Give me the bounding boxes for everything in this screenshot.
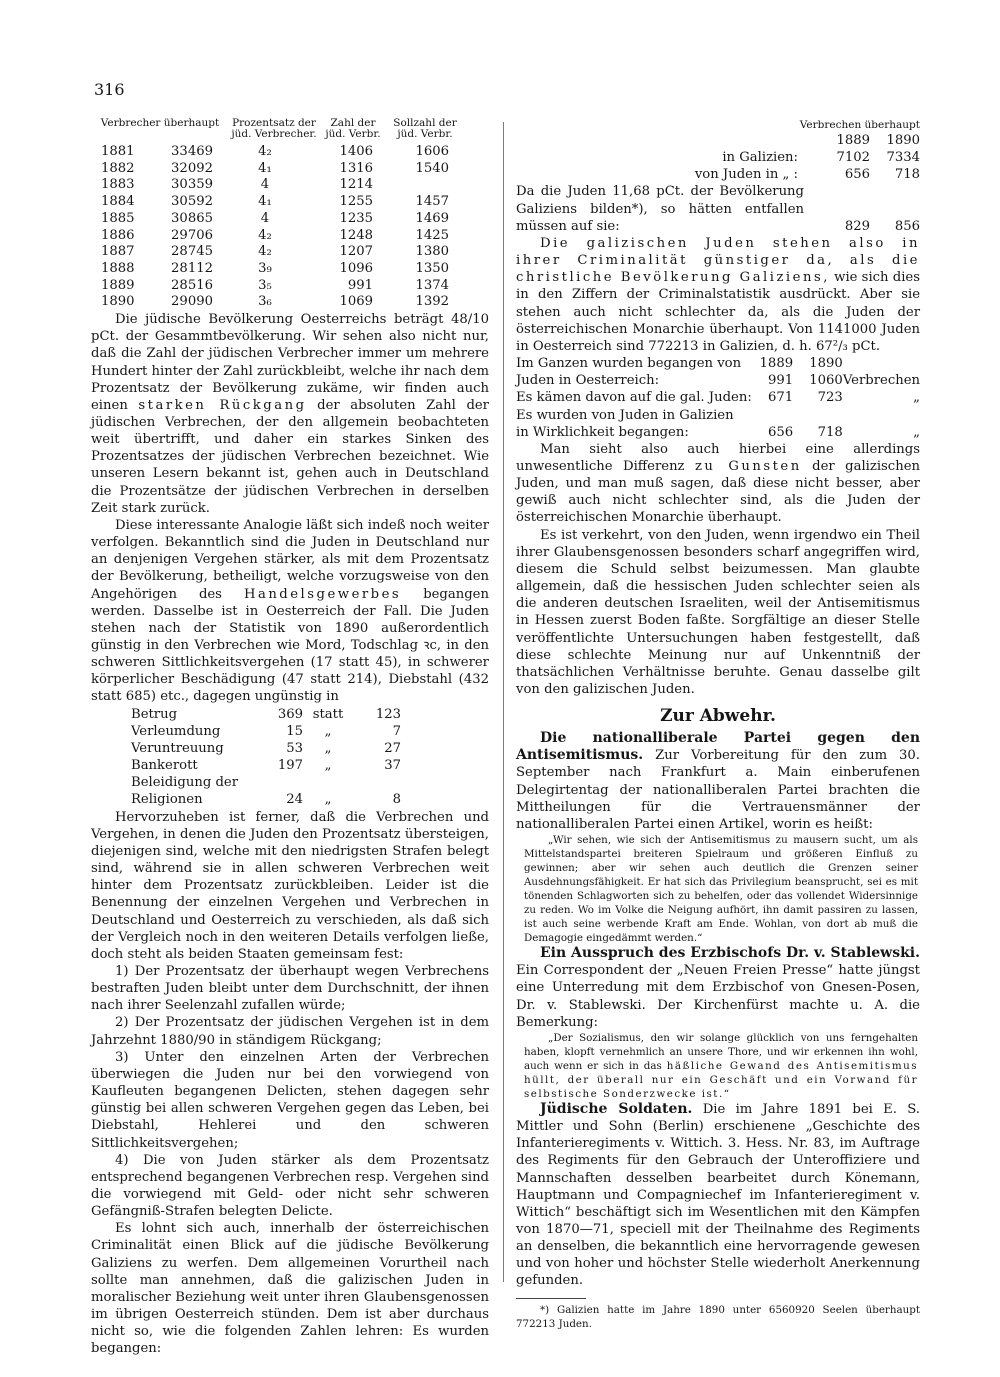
left-column <box>91 118 489 1358</box>
table-cell <box>843 355 920 372</box>
page-number: 316 <box>94 80 125 99</box>
table-cell: 1606 <box>415 144 449 159</box>
table-cell: 991 <box>767 373 794 389</box>
article: Die nationalliberale Partei gegen den Antisemitismus. Zur Vorbereitung für den zum 30. September nach Frankfurt a. Main einberufenen Delegirtentag der nationalliberalen Partei brachten die Mittheilungen für die Vertrauensmänner der nationalliberalen Partei einen Artikel, worin es heißt: <box>516 730 920 832</box>
crime-table-header <box>91 118 489 144</box>
table-cell: 29706 <box>171 227 213 243</box>
table-cell: 1540 <box>415 160 449 176</box>
column-divider <box>503 122 504 1282</box>
table-cell: 1392 <box>415 294 449 310</box>
table-cell: 1889 <box>101 277 135 293</box>
table-cell: „ <box>324 792 332 808</box>
table-cell: statt <box>312 706 344 722</box>
table-row <box>101 294 449 311</box>
table-cell: „ <box>913 424 920 440</box>
table-cell: 1248 <box>339 227 373 243</box>
article: Ein Ausspruch des Erzbischofs Dr. v. Stablewski. Ein Correspondent der „Neuen Freien Presse“ hatte jüngst eine Unterredung mit dem Erzbischof von Gnesen-Posen, Dr. v. Stablewski. Der Kirchenfürst machte u. A. die Bemerkung: <box>516 945 920 1030</box>
table-cell: 27 <box>384 740 401 756</box>
header-jewish: Zahl der jüd. Verbr. <box>325 117 381 140</box>
table-cell: 1207 <box>339 244 373 260</box>
table-cell: 24 <box>286 792 303 808</box>
table-row <box>131 723 401 740</box>
table-cell: 1406 <box>339 144 373 159</box>
table-cell: 30865 <box>171 210 213 226</box>
article: Jüdische Soldaten. Die im Jahre 1891 bei E. S. Mittler und Sohn (Berlin) erschienene „Geschichte des Infanterieregiments v. Wittich. 3. Hess. Nr. 83, im Auftrage des Regiments für den Gebrauch der Unteroffiziere und Mannschaften desselben bearbeitet durch Könemann, Hauptmann und Compagniechef im Infanterieregiment v. Wittich“ beschäftigt sich im Wesentlichen mit den Kämpfen von 1870—71, speciell mit der Theilnahme des Regiments an denselben, die bekanntlich eine hervorragende gewesen und von hoher und höchster Stelle wiederholt Anerkennung gefunden. <box>516 1100 920 1289</box>
table-cell: 1883 <box>101 177 135 193</box>
crime-statistics-table <box>101 144 449 311</box>
table-cell: 1069 <box>339 294 373 310</box>
list-item: 2) Der Prozentsatz der jüdischen Vergehen ist in dem Jahrzehnt 1880/90 in ständigem Rückgang; <box>91 1015 489 1048</box>
table-cell: 1882 <box>101 160 135 176</box>
table-cell: 7334 <box>886 150 920 166</box>
table-row <box>101 144 449 161</box>
table-cell: 1316 <box>339 160 373 176</box>
list-item: 1) Der Prozentsatz der überhaupt wegen Verbrechens bestraften Juden bleibt unter dem Durchschnitt, der ihnen nach ihrer Seelenzahl zufallen würde; <box>91 963 489 1014</box>
table-cell: Verleumdung <box>131 723 221 739</box>
table-cell: 718 <box>817 424 843 440</box>
table-row <box>101 261 449 278</box>
list-item: 4) Die von Juden stärker als dem Prozentsatz entsprechend begangenen Verbrechen resp. Vergehen sind die vorwiegend mit Geld- oder nicht sehr schweren Gefängniß-Strafen belegten Delicte. <box>91 1152 489 1220</box>
table-cell: 1235 <box>339 210 373 226</box>
table-cell: 197 <box>277 758 303 774</box>
table-cell: Es wurden von Juden in Galizien <box>516 407 734 423</box>
table-row <box>101 244 449 261</box>
table-cell: 28112 <box>171 260 213 276</box>
table-row <box>516 166 920 183</box>
table-cell: 1890 <box>809 356 843 372</box>
table-row <box>516 149 920 166</box>
table-cell <box>303 774 353 791</box>
header-target: Sollzahl der jüd. Verbr. <box>393 117 457 140</box>
table-cell: 656 <box>767 424 794 440</box>
quote: „Der Sozialismus, den wir solange glücklich von uns ferngehalten haben, klopft vernehmlich an unsere Thore, und wir erkennen ihn wohl, auch wenn er sich in das häßliche Gewand des Antisemitismus hüllt, der überall nur ein Geschäft und ein Vorwand für selbstische Sonderzwecke ist.“ <box>524 1031 919 1100</box>
table-cell: 1890 <box>886 133 920 148</box>
table-cell: 671 <box>767 390 794 406</box>
table-row <box>131 740 401 757</box>
table-cell: 829 <box>844 218 870 234</box>
table-cell: „ <box>324 740 332 756</box>
table-cell: 1425 <box>415 227 449 243</box>
table-row <box>516 183 920 234</box>
quote: „Wir sehen, wie sich der Antisemitismus zu mausern sucht, um als Mittelstandspartei breiteren Spielraum und größeren Einfluß zu gewinnen; aber wir sehen auch deutlich die Grenzen seiner Ausdehnungsfähigkeit. Er hat sich das Privilegium beansprucht, sei es mit tönenden Schlagworten sich zu behelfen, oder das vollendet Widersinnige zu reden. Wo im Volke die Neigung aufhört, ihn damit passiren zu lassen, ist auch seine werbende Kraft am Ende. Wohlan, von dort ab muß die Demagogie eingedämmt werden.“ <box>524 834 918 945</box>
table-cell: 656 <box>844 167 870 183</box>
table-cell: Veruntreuung <box>131 740 224 756</box>
paragraph: Man sieht also auch hierbei eine allerdings unwesentliche Differenz zu Gunsten der galizischen Juden, und man muß sagen, daß diese nicht besser, aber gewiß auch nicht schlechter sind, als die Juden der österreichischen Monarchie überhaupt. <box>516 441 920 526</box>
table-cell: Beleidigung der <box>131 775 239 791</box>
table-cell: 4₂ <box>258 227 272 243</box>
paragraph: Es ist verkehrt, von den Juden, wenn irgendwo ein Theil ihrer Glaubensgenossen besonders scharf angegriffen wird, diesem die Schuld selbst beizumessen. Man glaubte allgemein, daß die hessischen Juden schlechter seien als die anderen deutschen Israeliten, weil der Antisemitismus in Hessen zuerst Boden faßte. Sorgfältige an dieser Stelle veröffentlichte Untersuchungen haben festgestellt, daß diese schlechte Meinung nur auf Unkenntniß der thatsächlichen Verhältnisse beruhte. Genau dasselbe gilt von den galizischen Juden. <box>516 527 920 697</box>
table-row <box>131 774 401 791</box>
table-cell: Es kämen davon auf die gal. Juden: <box>516 390 752 406</box>
table-cell: 1255 <box>339 194 373 210</box>
table-cell: 28745 <box>171 244 213 260</box>
table-cell <box>373 177 449 194</box>
table-cell: 1889 <box>759 356 794 372</box>
table-cell: 856 <box>894 218 920 234</box>
table-row <box>516 355 920 372</box>
table-cell: 1350 <box>415 260 449 276</box>
table-cell: 32092 <box>171 160 213 176</box>
table-cell <box>353 774 401 791</box>
table-cell: 7 <box>392 723 401 739</box>
table-row <box>131 791 401 808</box>
table-cell: 1374 <box>415 277 449 293</box>
table-cell: Bankerott <box>131 758 198 774</box>
paragraph: Es lohnt sich auch, innerhalb der österreichischen Criminalität einen Blick auf die jüdische Bevölkerung Galiziens zu werfen. Dem allgemeinen Vorurtheil nach sollte man annehmen, daß die galizischen Juden in moralischer Beziehung weit unter ihren Glaubensgenossen im übrigen Oesterreich stünden. Dem ist aber durchaus nicht so, wie die folgenden Zahlen lehren: Es wurden begangen: <box>91 1221 489 1357</box>
table-cell: „ <box>913 390 920 406</box>
table-cell: 3₉ <box>258 260 272 276</box>
table-cell <box>843 407 920 424</box>
footnote: *) Galizien hatte im Jahre 1890 unter 6560920 Seelen überhaupt 772213 Juden. <box>516 1303 920 1330</box>
table-cell: Religionen <box>131 792 203 808</box>
table-row <box>131 706 401 723</box>
table-cell: 1457 <box>415 194 449 210</box>
table-cell: 1886 <box>101 227 135 243</box>
table-cell: 1469 <box>415 210 449 226</box>
table-cell: 28516 <box>171 277 213 293</box>
table-row <box>516 407 920 424</box>
table-cell <box>753 407 793 424</box>
table-cell: 3₅ <box>258 277 272 293</box>
table-cell <box>251 774 303 791</box>
table-cell: 1890 <box>101 294 135 310</box>
table-cell: „ <box>324 758 332 774</box>
table-cell <box>793 407 843 424</box>
footnote-rule <box>516 1298 586 1299</box>
table-cell: 7102 <box>836 150 870 166</box>
table-cell: 33469 <box>171 144 213 159</box>
table-row <box>101 177 449 194</box>
table-row <box>101 228 449 245</box>
table-cell: in Wirklichkeit begangen: <box>516 424 689 440</box>
table-cell: 1889 <box>836 133 870 148</box>
table-cell: 1060 <box>809 373 843 389</box>
table-cell: 3₆ <box>258 294 272 310</box>
table-cell: 1884 <box>101 194 135 210</box>
table-cell: 369 <box>277 706 303 722</box>
offence-table <box>131 706 401 809</box>
right-column <box>516 118 920 1331</box>
table-cell: 30592 <box>171 194 213 210</box>
table-cell: Betrug <box>131 706 178 722</box>
table-cell: 1887 <box>101 244 135 260</box>
table-cell: 723 <box>817 390 843 406</box>
table-cell: in Galizien: <box>722 150 798 166</box>
article-title: Ein Ausspruch des Erzbischofs Dr. v. Stablewski. <box>540 945 920 962</box>
table-cell: „ <box>324 723 332 739</box>
table-row <box>516 132 920 149</box>
table-cell: 1380 <box>415 244 449 260</box>
table-cell: 8 <box>392 792 401 808</box>
table-cell: 4₁ <box>258 160 272 176</box>
austria-table <box>516 355 920 441</box>
table-cell: 1214 <box>339 177 373 193</box>
galicia-table-header: Verbrechen überhaupt <box>799 119 920 131</box>
galicia-table <box>516 132 920 235</box>
table-cell: Juden in Oesterreich: <box>516 373 660 389</box>
table-cell: 1888 <box>101 260 135 276</box>
table-cell: 1096 <box>339 260 373 276</box>
section-heading: Zur Abwehr. <box>660 706 776 727</box>
table-row <box>131 757 401 774</box>
table-row <box>516 424 920 441</box>
table-row <box>101 211 449 228</box>
table-cell: 718 <box>894 167 920 183</box>
table-cell: 991 <box>347 277 373 293</box>
paragraph: Diese interessante Analogie läßt sich indeß noch weiter verfolgen. Bekanntlich sind die Juden in Deutschland nur an denjenigen Vergehen stärker, als mit dem Prozentsatz der Bevölkerung, betheiligt, welche vorzugsweise von den Angehörigen des Handelsgewerbes begangen werden. Dasselbe ist in Oesterreich der Fall. Die Juden stehen nach der Statistik von 1890 außerordentlich günstig in den Verbrechen wie Mord, Todschlag ꝛc, in den schweren Sittlichkeitsvergehen (17 statt 45), in schwerer körperlicher Beschädigung (47 statt 214), Diebstahl (432 statt 685) etc., dagegen ungünstig in <box>91 517 489 705</box>
table-cell: 37 <box>384 758 401 774</box>
paragraph: Die galizischen Juden stehen also in ihrer Criminalität günstiger da, als die christliche Bevölkerung Galiziens, wie sich dies in den Ziffern der Criminalstatistik ausdrückt. Aber sie stehen auch nicht schlechter da, als die Juden der österreichischen Monarchie überhaupt. Von 1141000 Juden in Oesterreich sind 772213 in Galizien, d. h. 67²/₃ pCt. <box>516 235 921 354</box>
table-row <box>101 194 449 211</box>
table-row <box>101 161 449 178</box>
table-cell: 29090 <box>171 294 213 310</box>
table-cell: 4₁ <box>258 194 272 210</box>
table-cell: 1885 <box>101 210 135 226</box>
paragraph: Die jüdische Bevölkerung Oesterreichs beträgt 48/10 pCt. der Gesammtbevölkerung. Wir sehen also nicht nur, daß die Zahl der jüdischen Verbrecher immer um mehrere Hundert hinter der Zahl zurückbleibt, welche ihr nach dem Prozentsatz der Bevölkerung zukäme, wir finden auch einen starken Rückgang der absoluten Zahl der jüdischen Verbrechen, der den allgemein beobachteten weit übertrifft, und daher ein starkes Sinken des Prozentsatzes der jüdischen Verbrechen bezeichnet. Wie unseren Lesern bekannt ist, gehen auch in Deutschland die Prozentsätze der jüdischen Verbrechen in derselben Zeit stark zurück. <box>91 312 489 516</box>
article-title: Die nationalliberale Partei gegen den Antisemitismus. <box>516 730 920 764</box>
table-cell: Da die Juden 11,68 pCt. der Bevölkerung Galiziens bilden*), so hätten entfallen müssen auf sie: <box>516 184 804 234</box>
table-cell: 4₂ <box>258 244 272 260</box>
table-cell: 1881 <box>101 144 135 159</box>
list-item: 3) Unter den einzelnen Arten der Verbrechen überwiegen die Juden nur bei den vorwiegend von Kaufleuten begangenen Delicten, stehen dagegen sehr günstig bei allen schweren Vergehen gegen das Leben, bei Diebstahl, Hehlerei und den schweren Sittlichkeitsvergehen; <box>91 1049 489 1151</box>
header-percent: Prozentsatz der jüd. Verbrecher. <box>231 117 317 140</box>
table-cell: Verbrechen <box>842 373 920 389</box>
table-cell: 4₂ <box>258 144 272 159</box>
table-row <box>101 278 449 295</box>
table-row <box>516 389 920 406</box>
table-cell: 4 <box>260 177 270 193</box>
table-cell: 53 <box>286 740 303 756</box>
table-cell: Im Ganzen wurden begangen von <box>516 356 742 372</box>
table-cell: von Juden in „ : <box>694 167 798 183</box>
article-title: Jüdische Soldaten. <box>540 1100 693 1117</box>
paragraph: Hervorzuheben ist ferner, daß die Verbrechen und Vergehen, in denen die Juden den Prozentsatz übersteigen, diejenigen sind, welche mit den niedrigsten Strafen belegt sind, während sie in allen schweren Verbrechen weit hinter dem Prozentsatz zurückbleiben. Leider ist die Benennung der einzelnen Vergehen und Verbrechen in Deutschland und Oesterreich zu verschieden, als daß sich der Vergleich noch in den weiteren Details verfolgen ließe, doch steht als beiden Staaten gemeinsam fest: <box>91 809 489 962</box>
table-cell: 123 <box>375 706 401 722</box>
table-cell: 30359 <box>171 177 213 193</box>
table-cell: 4 <box>260 210 270 226</box>
table-cell: 15 <box>286 723 303 739</box>
table-row <box>516 372 920 389</box>
header-total: Verbrecher überhaupt <box>100 117 220 129</box>
